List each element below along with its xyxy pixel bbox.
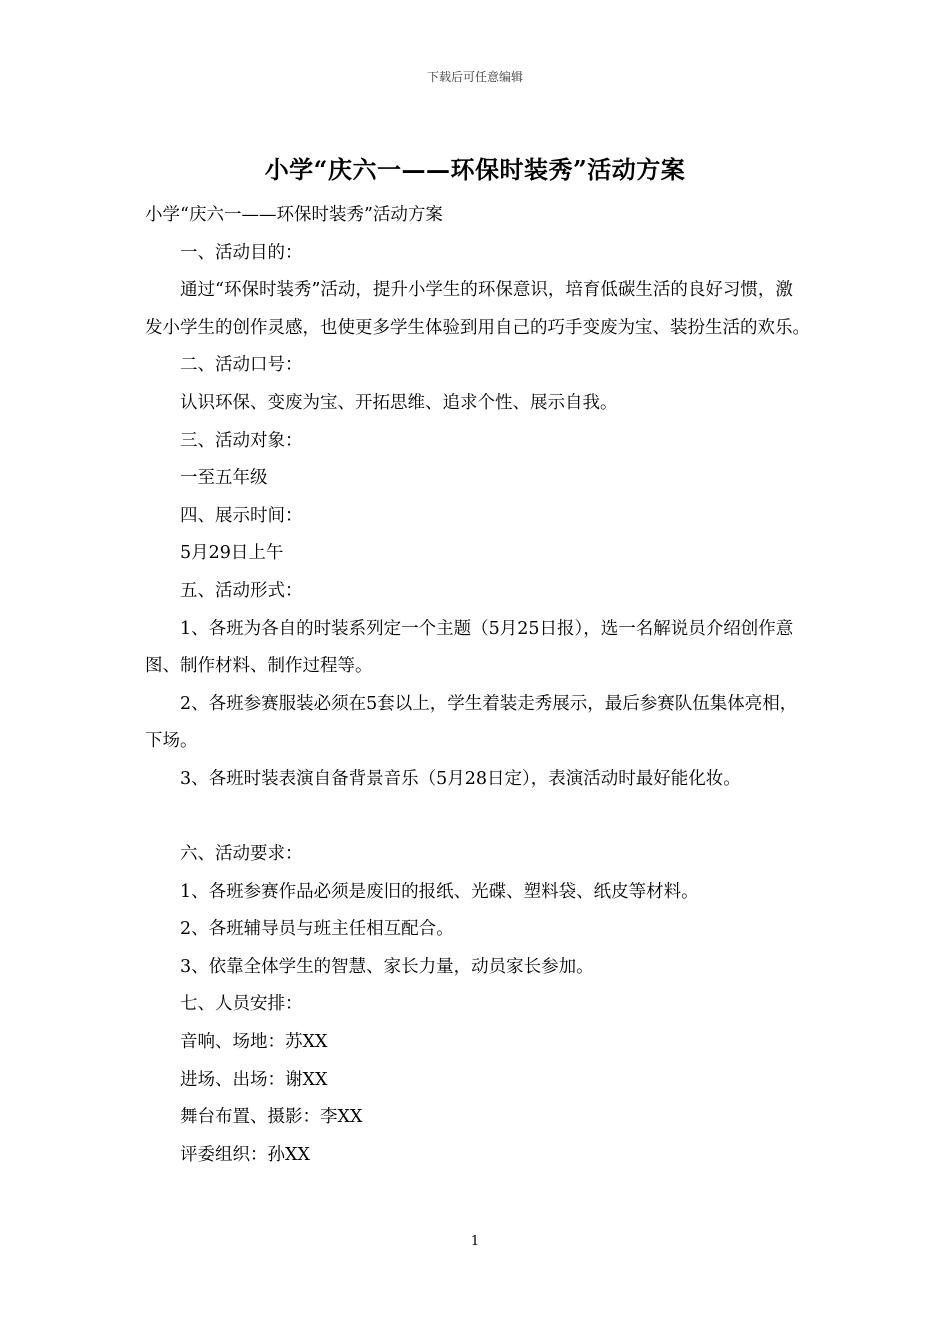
paragraph: 2、各班辅导员与班主任相互配合。 xyxy=(180,919,454,940)
section-heading: 四、展示时间： xyxy=(180,505,303,526)
section-heading: 三、活动对象： xyxy=(180,430,303,451)
paragraph: 一至五年级 xyxy=(180,468,268,489)
section-heading: 五、活动形式： xyxy=(180,580,303,601)
paragraph: 1、各班为各自的时装系列定一个主题（5月25日报），选一名解说员介绍创作意图、制作材料、制作过程等。 xyxy=(145,618,794,677)
paragraph: 5月29日上午 xyxy=(180,543,284,564)
document-title: 小学“庆六一——环保时装秀”活动方案 xyxy=(264,155,686,184)
section-heading: 七、人员安排： xyxy=(180,994,303,1015)
paragraph: 3、各班时装表演自备背景音乐（5月28日定），表演活动时最好能化妆。 xyxy=(180,768,741,789)
document-body xyxy=(145,197,810,1174)
page-header: 下载后可任意编辑 xyxy=(426,70,523,84)
paragraph: 通过“环保时装秀”活动，提升小学生的环保意识，培育低碳生活的良好习惯，激发小学生的创作灵感，也使更多学生体验到用自己的巧手变废为宝、装扮生活的欢乐。 xyxy=(145,280,810,338)
paragraph: 3、依靠全体学生的智慧、家长力量，动员家长参加。 xyxy=(180,956,594,977)
document-subtitle: 小学“庆六一——环保时装秀”活动方案 xyxy=(145,205,443,225)
staff-line: 音响、场地：苏XX xyxy=(180,1032,328,1053)
section-heading: 二、活动口号： xyxy=(180,355,303,376)
paragraph: 认识环保、变废为宝、开拓思维、追求个性、展示自我。 xyxy=(180,392,618,413)
blank-line xyxy=(145,799,810,837)
section-heading: 一、活动目的： xyxy=(180,242,303,263)
staff-line: 评委组织：孙XX xyxy=(180,1144,310,1165)
section-heading: 六、活动要求： xyxy=(180,844,303,865)
staff-line: 舞台布置、摄影：李XX xyxy=(180,1107,363,1128)
paragraph: 1、各班参赛作品必须是废旧的报纸、光碟、塑料袋、纸皮等材料。 xyxy=(180,881,699,902)
page-number: 1 xyxy=(470,1234,480,1249)
staff-line: 进场、出场：谢XX xyxy=(180,1069,328,1090)
paragraph: 2、各班参赛服装必须在5套以上，学生着装走秀展示，最后参赛队伍集体亮相，下场。 xyxy=(145,693,798,752)
